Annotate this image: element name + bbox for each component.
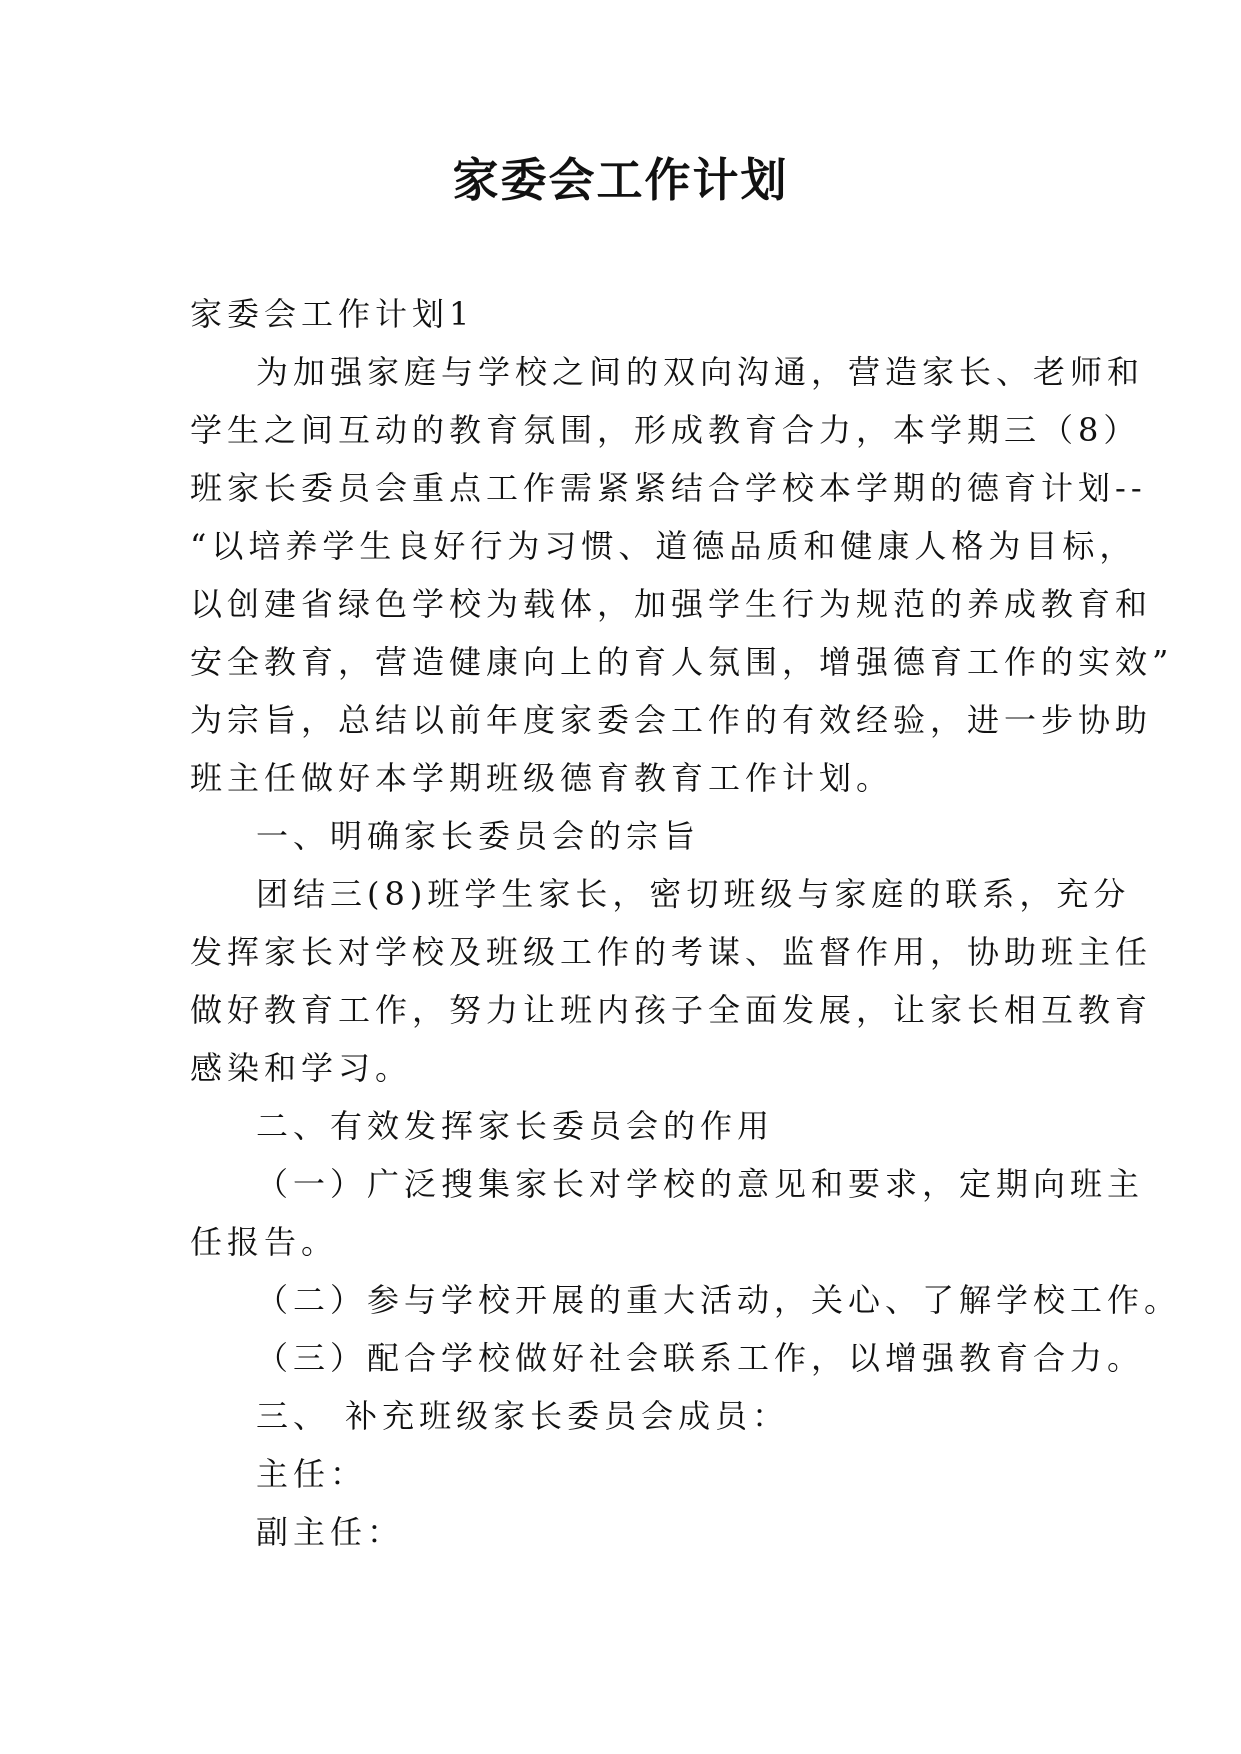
- text-line: 为加强家庭与学校之间的双向沟通，营造家长、老师和: [256, 353, 1145, 391]
- text-line: 做好教育工作，努力让班内孩子全面发展，让家长相互教育: [190, 991, 1153, 1029]
- text-line: （三）配合学校做好社会联系工作，以增强教育合力。: [256, 1339, 1145, 1377]
- text-line: 以创建省绿色学校为载体，加强学生行为规范的养成教育和: [190, 585, 1153, 623]
- text-line: 团结三(8)班学生家长，密切班级与家庭的联系，充分: [256, 875, 1131, 913]
- paragraph-lines: [190, 343, 1182, 1561]
- text-line: 为宗旨，总结以前年度家委会工作的有效经验，进一步协助: [190, 701, 1153, 739]
- text-line: 发挥家长对学校及班级工作的考谋、监督作用，协助班主任: [190, 933, 1153, 971]
- text-line: 任报告。: [190, 1223, 339, 1261]
- text-line: “以培养学生良好行为习惯、道德品质和健康人格为目标，: [190, 527, 1137, 565]
- document-title: 家委会工作计划: [452, 153, 789, 207]
- text-line: 学生之间互动的教育氛围，形成教育合力，本学期三（8）: [190, 411, 1141, 449]
- text-line: 二、有效发挥家长委员会的作用: [256, 1107, 775, 1145]
- text-line: 感染和学习。: [190, 1049, 413, 1087]
- text-line: 副主任：: [256, 1513, 405, 1551]
- text-line: 班主任做好本学期班级德育教育工作计划。: [190, 759, 894, 797]
- text-line: 一、明确家长委员会的宗旨: [256, 817, 701, 855]
- subtitle-line: 家委会工作计划1: [190, 295, 475, 333]
- text-line: （二）参与学校开展的重大活动，关心、了解学校工作。: [256, 1281, 1182, 1319]
- text-line: 班家长委员会重点工作需紧紧结合学校本学期的德育计划--: [190, 469, 1147, 507]
- text-line: 三、 补充班级家长委员会成员：: [256, 1397, 790, 1435]
- text-line: 主任：: [256, 1455, 368, 1493]
- text-line: 安全教育，营造健康向上的育人氛围，增强德育工作的实效”: [190, 643, 1174, 681]
- document-body: [190, 285, 1182, 1561]
- text-line: （一）广泛搜集家长对学校的意见和要求，定期向班主: [256, 1165, 1145, 1203]
